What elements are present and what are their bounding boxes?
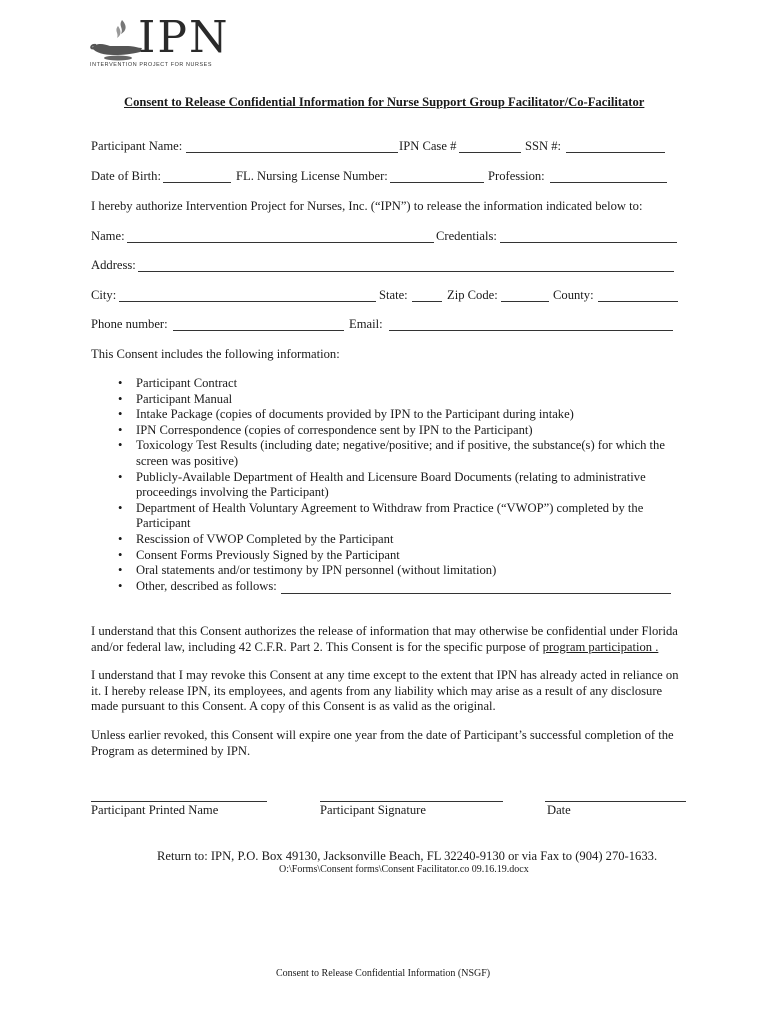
ssn-field[interactable] [566, 152, 665, 153]
credentials-label: Credentials: [436, 229, 497, 243]
bullet-icon: • [118, 578, 123, 593]
bullet-icon: • [118, 531, 123, 546]
county-label: County: [553, 288, 594, 302]
license-label: FL. Nursing License Number: [236, 169, 388, 183]
bullet-icon: • [118, 391, 123, 406]
logo-mark: IPN [138, 12, 230, 63]
phone-field[interactable] [173, 330, 344, 331]
bullet-icon: • [118, 376, 123, 390]
profession-field[interactable] [550, 182, 667, 183]
list-item: • Publicly-Available Department of Health and Licensure Board Documents (relating to administrative proceedings involving the Participant) [118, 469, 646, 500]
city-field[interactable] [119, 301, 376, 302]
other-field[interactable] [281, 593, 671, 594]
list-item: • Participant Contract [118, 376, 238, 390]
bullet-icon: • [118, 563, 123, 578]
return-address: Return to: IPN, P.O. Box 49130, Jacksonville Beach, FL 32240-9130 or via Fax to (904) 270-1633. [157, 849, 658, 863]
list-item: • Oral statements and/or testimony by IPN personnel (without limitation) [118, 563, 497, 578]
bullet-icon: • [118, 500, 123, 515]
address-label: Address: [91, 258, 136, 272]
authorize-text: I hereby authorize Intervention Project for Nurses, Inc. (“IPN”) to release the information indicated below to: [91, 199, 643, 213]
list-item-other [118, 579, 678, 595]
zip-field[interactable] [501, 301, 549, 302]
bullet-icon: • [118, 407, 123, 422]
bullet-icon: • [118, 438, 123, 453]
list-item: • Toxicology Test Results (including date; negative/positive; and if positive, the substance(s) for which the screen was positive) [118, 438, 665, 468]
dob-field[interactable] [163, 182, 231, 183]
phone-label: Phone number: [91, 317, 168, 331]
date-label: Date [547, 803, 571, 817]
page-footer: Consent to Release Confidential Information (NSGF) [276, 968, 491, 979]
list-item: • Rescission of VWOP Completed by the Participant [118, 531, 394, 546]
signature-field[interactable] [320, 801, 503, 802]
bullet-icon: • [118, 422, 123, 437]
bullet-icon: • [118, 547, 123, 562]
form-title: Consent to Release Confidential Information for Nurse Support Group Facilitator/Co-Facilitator [124, 95, 645, 109]
includes-label: This Consent includes the following information: [91, 347, 340, 361]
file-path: O:\Forms\Consent forms\Consent Facilitator.co 09.16.19.docx [279, 864, 529, 875]
participant-name-field[interactable] [186, 152, 398, 153]
date-field[interactable] [545, 801, 686, 802]
name-field[interactable] [127, 242, 434, 243]
list-item: • Department of Health Voluntary Agreement to Withdraw from Practice (“VWOP”) completed by the Participant [118, 500, 644, 531]
signature-label: Participant Signature [320, 803, 426, 817]
revoke-paragraph: I understand that I may revoke this Consent at any time except to the extent that IPN has already acted in reliance on it. I hereby release IPN, its employees, and agents from any liability which may arise as a result of any disclosure made pursuant to this Consent. A copy of this Consent is as valid as the original. [91, 668, 679, 713]
license-field[interactable] [390, 182, 484, 183]
ipn-case-field[interactable] [459, 152, 521, 153]
state-label: State: [379, 288, 408, 302]
dob-label: Date of Birth: [91, 169, 161, 183]
name-label: Name: [91, 229, 125, 243]
bullet-icon: • [118, 469, 123, 484]
ipn-case-label: IPN Case # [399, 139, 457, 153]
ipn-logo [88, 12, 230, 72]
zip-label: Zip Code: [447, 288, 498, 302]
address-field[interactable] [138, 271, 674, 272]
profession-label: Profession: [488, 169, 545, 183]
participant-name-label: Participant Name: [91, 139, 183, 153]
printed-name-label: Participant Printed Name [91, 803, 219, 817]
email-label: Email: [349, 317, 383, 331]
expiration-paragraph: Unless earlier revoked, this Consent will expire one year from the date of Participant’s successful completion of the Program as determined by IPN. [91, 728, 674, 758]
list-item: • IPN Correspondence (copies of correspondence sent by IPN to the Participant) [118, 422, 533, 437]
state-field[interactable] [412, 301, 442, 302]
city-label: City: [91, 288, 117, 302]
credentials-field[interactable] [500, 242, 677, 243]
consent-items-list [118, 376, 678, 594]
other-label: Other, described as follows: [136, 578, 277, 593]
county-field[interactable] [598, 301, 678, 302]
list-item: • Intake Package (copies of documents provided by IPN to the Participant during intake) [118, 407, 574, 422]
list-item: • Participant Manual [118, 391, 233, 406]
logo-subtitle: INTERVENTION PROJECT FOR NURSES [90, 62, 213, 68]
release-paragraph: I understand that this Consent authorizes the release of information that may otherwise be confidential under Florida and/or federal law, including 42 C.F.R. Part 2. This Consent is for the specific purpose of program participation . [91, 624, 678, 654]
purpose-value[interactable]: program participation . [542, 639, 659, 654]
email-field[interactable] [389, 330, 673, 331]
ssn-label: SSN #: [525, 139, 562, 153]
list-item: • Consent Forms Previously Signed by the Participant [118, 547, 400, 562]
printed-name-field[interactable] [91, 801, 267, 802]
